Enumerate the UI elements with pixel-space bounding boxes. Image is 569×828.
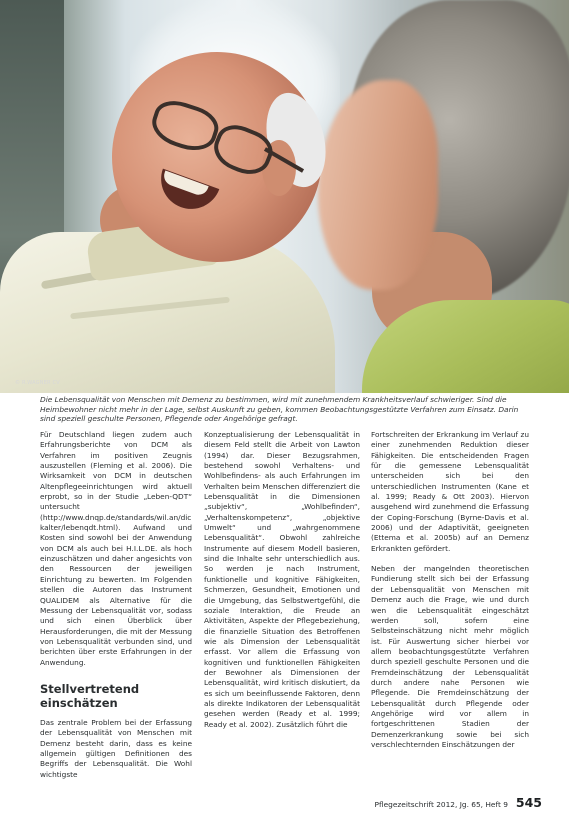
paragraph: Für Deutschland liegen zudem auch Erfahrungsberichte von DCM als Verfahren im positiven Zeugnis auszustellen (Fleming et al. 2006). Die Wirksamkeit von DCM in deutschen Altenpflegeeinrichtungen wird aktuell erprobt, so in der Studie „Leben-QDT“ untersucht (http://www.dnqp.de/standards/wil.an/dic kalter/lebenqdt.html). Aufwand und Kosten sind sowohl bei der Anwendung von DCM als auch bei H.I.L.DE. als hoch einzuschätzen und daher angesichts von den Ressourcen der jeweiligen Einrichtung zu bewerten. Im Folgenden stellen die Autoren das Instrument QUALIDEM als Alternative für die Messung der Lebensqualität vor, sodass und sich einen Überblick über Herausforderungen, die mit der Messung von Lebensqualität verbunden sind, und berichten über erste Erfahrungen in der Anwendung. [40,430,192,667]
paragraph: Fortschreiten der Erkrankung im Verlauf zu einer zunehmenden Reduktion dieser Fähigkeiten. Die entscheidenden Fragen für die gemessene Lebensqualität unterscheiden sich bei den unterschiedlichen Instrumenten (Kane et al. 1999; Ready & Ott 2003). Hiervon ausgehend wird zunehmend die Erfassung der Coping-Forschung (Byrne-Davis et al. 2006) und der Adaptivität, geeigneten (Ettema et al. 2005b) auf an Demenz Erkrankten gefördert. [371,430,529,553]
page-footer [375,795,542,810]
journal-reference: Pflegezeitschrift 2012, Jg. 65, Heft 9 [374,800,508,809]
text-column-2 [204,430,360,730]
text-column-3 [371,430,529,750]
photo-credit: © R.WAGNER CV [15,380,60,386]
section-heading: Stellvertretend einschätzen [40,681,140,710]
paragraph: Neben der mangelnden theoretischen Fundierung stellt sich bei der Erfassung der Lebensqualität von Menschen mit Demenz auch die Frage, wie und durch wen die Lebensqualität eingeschätzt werden soll, sofern eine Selbsteinschätzung nicht mehr möglich ist. Für Auswertung sicher hierbei vor allem beobachtungsgestützte Verfahren durch speziell geschulte Personen und die Fremdeinschätzung der Lebensqualität durch andere nahe Personen wie Pflegende. Die Fremdeinschätzung der Lebensqualität durch Pflegende oder Angehörige wird vor allem in fortgeschrittenen Stadien der Demenzerkrankung sowie bei sich verschlechternden Einschätzungen der [371,564,529,749]
text-column-1 [40,430,192,780]
paragraph: Das zentrale Problem bei der Erfassung der Lebensqualität von Menschen mit Demenz besteht darin, dass es keine allgemein gültigen Definitionen des Begriffs der Lebensqualität. Die Wohl wichtigste [40,717,192,779]
page-number: 545 [515,795,542,810]
photo-caption: Die Lebensqualität von Menschen mit Demenz zu bestimmen, wird mit zunehmendem Krankheitsverlauf schwieriger. Sind die Heimbewohner nicht mehr in der Lage, selbst Auskunft zu geben, kommen Beobachtungsgestützte Verfahren zum Einsatz. Darin sind speziell geschulte Personen, Pflegende oder Angehörige gefragt. [40,395,519,424]
paragraph: Konzeptualisierung der Lebensqualität in diesem Feld stellt die Arbeit von Lawton (1994) dar. Dieser Bezugsrahmen, bestehend sowohl Verhaltens- und Wohlbefindens- als auch Erfahrungen im Verhalten beim Menschen differenziert die Lebensqualität in die Dimensionen „subjektiv“, „Wohlbefinden“, „Verhaltenskompetenz“, „objektive Umwelt“ und „wahrgenommene Lebensqualität“. Obwohl zahlreiche Instrumente auf diesem Modell basieren, sind die Inhalte sehr unterschiedlich aus. So werden je nach Instrument, funktionelle und kognitive Fähigkeiten, Schmerzen, Gesundheit, Emotionen und die Umgebung, das Selbstwertgefühl, die soziale Interaktion, die Freude an Aktivitäten, Aspekte der Pflegebeziehung, die finanzielle Situation des Betroffenen wie als Dimension der Lebensqualität erfasst. Vor allem die Erfassung von kognitiven und funktionellen Fähigkeiten der Bewohner als Dimensionen der Lebensqualität, wird kritisch diskutiert, da es sich um beeinflussende Faktoren, denn als direkte Indikatoren der Lebensqualität gesehen werden (Ready et al. 1999; Ready et al. 2002). Zusätzlich führt die [204,430,360,729]
article-photo [0,0,569,393]
